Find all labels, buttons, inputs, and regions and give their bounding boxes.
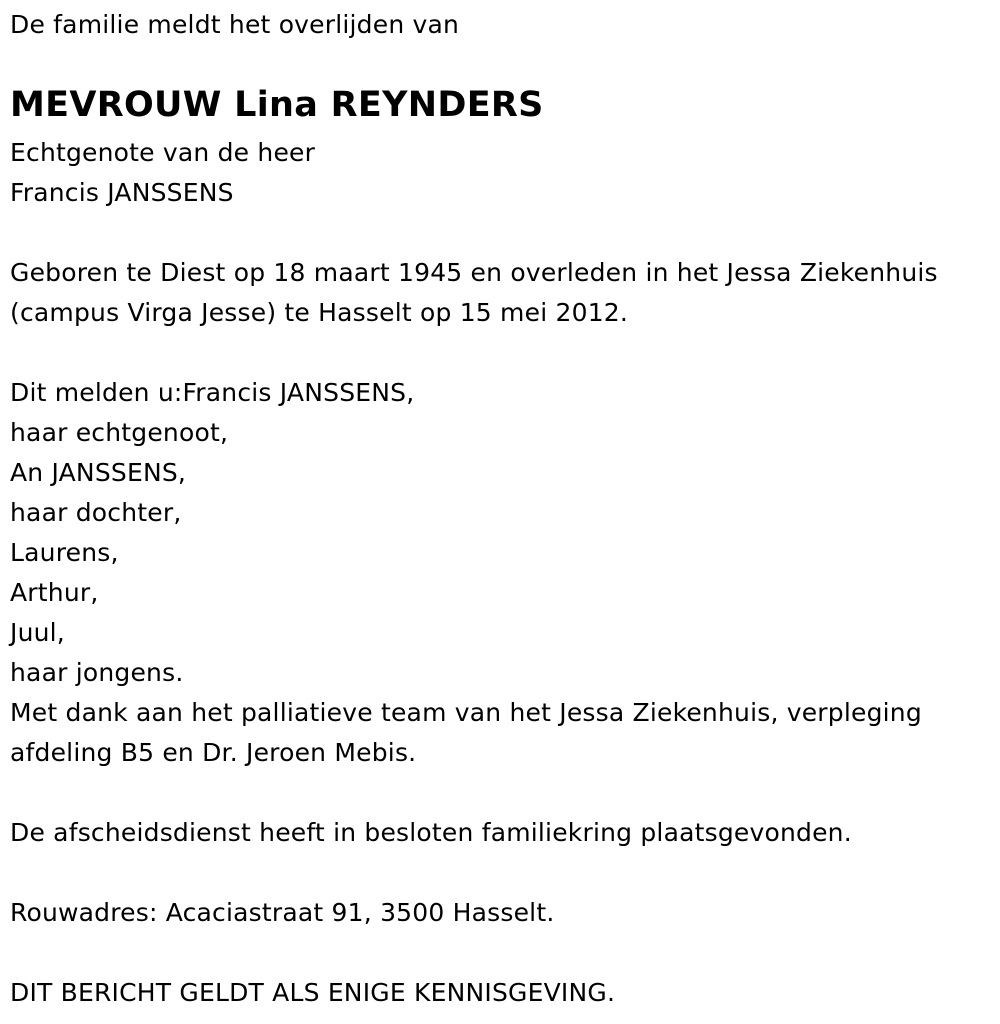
thanks-line-2: afdeling B5 en Dr. Jeroen Mebis. bbox=[10, 738, 417, 767]
announcer-line: haar echtgenoot, bbox=[10, 418, 229, 447]
address-text: Rouwadres: Acaciastraat 91, 3500 Hasselt. bbox=[10, 898, 555, 927]
service-text: De afscheidsdienst heeft in besloten familiekring plaatsgevonden. bbox=[10, 818, 852, 847]
deceased-name: MEVROUW Lina REYNDERS bbox=[10, 85, 544, 125]
birth-death-line-1: Geboren te Diest op 18 maart 1945 en overleden in het Jessa Ziekenhuis bbox=[10, 258, 938, 287]
spouse-name: Francis JANSSENS bbox=[10, 178, 234, 207]
announcer-line: Laurens, bbox=[10, 538, 119, 567]
relation-text: Echtgenote van de heer bbox=[10, 138, 316, 167]
announcer-line: An JANSSENS, bbox=[10, 458, 187, 487]
notice-text: DIT BERICHT GELDT ALS ENIGE KENNISGEVING. bbox=[10, 978, 616, 1007]
announcer-line: haar dochter, bbox=[10, 498, 182, 527]
announcer-line: Dit melden u:Francis JANSSENS, bbox=[10, 378, 415, 407]
announcer-line: Arthur, bbox=[10, 578, 99, 607]
intro-text: De familie meldt het overlijden van bbox=[10, 10, 460, 39]
announcer-line: haar jongens. bbox=[10, 658, 184, 687]
thanks-line-1: Met dank aan het palliatieve team van het Jessa Ziekenhuis, verpleging bbox=[10, 698, 922, 727]
announcer-line: Juul, bbox=[10, 618, 65, 647]
birth-death-line-2: (campus Virga Jesse) te Hasselt op 15 mei 2012. bbox=[10, 298, 629, 327]
